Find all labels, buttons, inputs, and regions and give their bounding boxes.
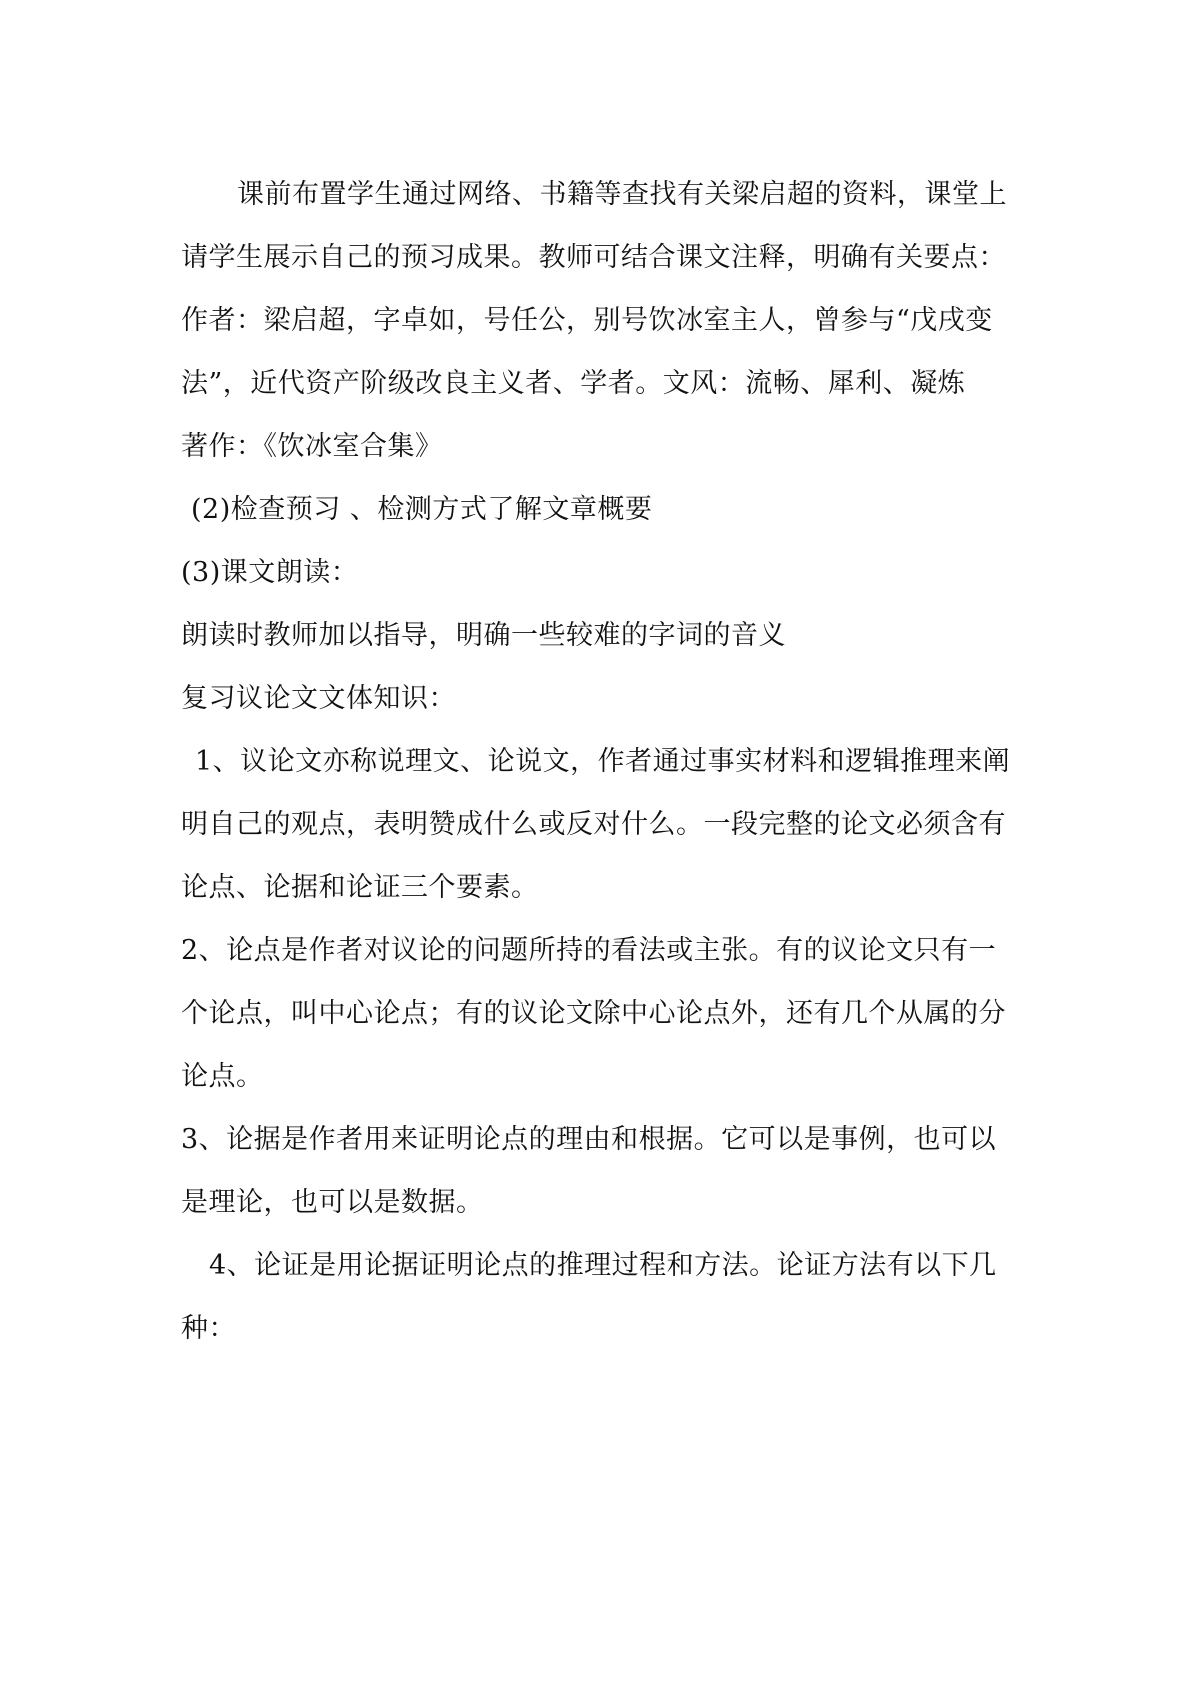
paragraph-reading-guidance: 朗读时教师加以指导，明确一些较难的字词的音义	[181, 620, 786, 651]
document-body	[181, 163, 1021, 1360]
paragraph-point-2: 2、论点是作者对议论的问题所持的看法或主张。有的议论文只有一个论点，叫中心论点；有的议论文除中心论点外，还有几个从属的分论点。	[181, 935, 1006, 1092]
paragraph-point-1: 1、议论文亦称说理文、论说文，作者通过事实材料和逻辑推理来阐明自己的观点，表明赞成什么或反对什么。一段完整的论文必须含有论点、论据和论证三个要素。	[181, 746, 1011, 903]
paragraph-review-heading: 复习议论文文体知识：	[181, 683, 456, 714]
paragraph-works: 著作：《饮冰室合集》	[181, 431, 443, 462]
paragraph-preview-assignment: 课前布置学生通过网络、书籍等查找有关梁启超的资料，课堂上请学生展示自己的预习成果。教师可结合课文注释，明确有关要点：	[181, 179, 1007, 273]
paragraph-author: 作者：梁启超，字卓如，号任公，别号饮冰室主人，曾参与“戊戌变法”，近代资产阶级改良主义者、学者。文风：流畅、犀利、凝炼	[181, 305, 993, 399]
paragraph-reading: (3)课文朗读：	[181, 557, 359, 588]
paragraph-check-preview: (2)检查预习 、检测方式了解文章概要	[191, 494, 653, 525]
paragraph-point-4: 4、论证是用论据证明论点的推理过程和方法。论证方法有以下几种：	[181, 1250, 997, 1344]
paragraph-point-3: 3、论据是作者用来证明论点的理由和根据。它可以是事例，也可以是理论，也可以是数据。	[181, 1124, 997, 1218]
